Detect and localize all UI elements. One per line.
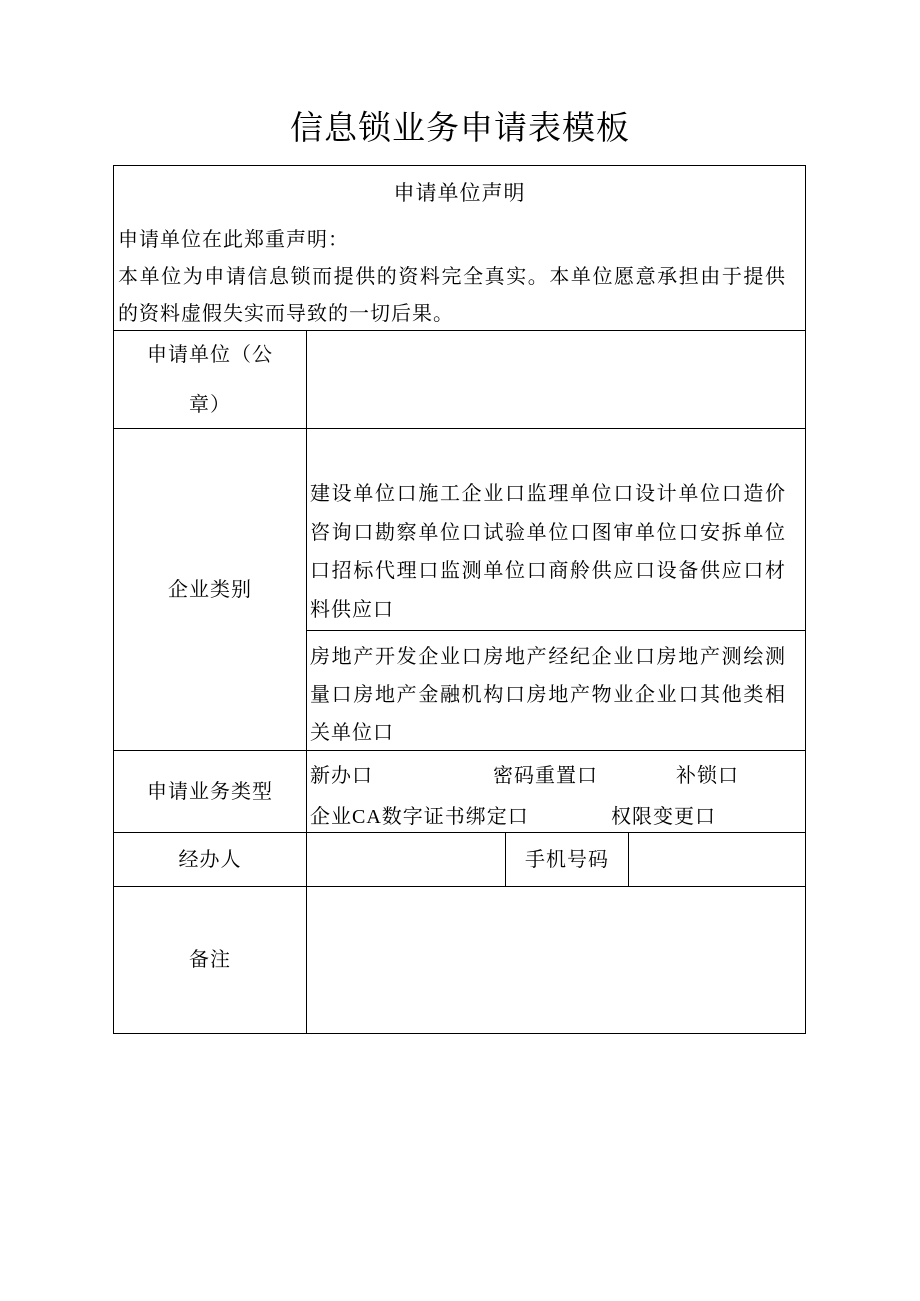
applicant-unit-label-line-1: 申请单位（公 xyxy=(147,343,273,366)
real-estate-category-text xyxy=(310,638,785,752)
construction-line-3: 口招标代理口监测单位口商舲供应口设备供应口材 xyxy=(310,560,785,582)
declaration-line-1: 申请单位在此郑重声明： xyxy=(118,229,349,251)
handler-value-cell xyxy=(306,832,506,887)
real-estate-line-3: 关单位口 xyxy=(310,722,394,744)
remarks-label: 备注 xyxy=(189,949,231,971)
construction-line-2: 咨询口勘察单位口试验单位口图审单位口安拆单位 xyxy=(310,521,785,544)
option-new: 新办口 xyxy=(310,765,373,787)
phone-label-cell xyxy=(505,832,629,887)
real-estate-line-1: 房地产开发企业口房地产经纪企业口房地产测绘测 xyxy=(310,646,785,668)
option-ca-certificate-binding: 企业CA数字证书绑定口 xyxy=(310,806,529,828)
phone-value-cell xyxy=(628,832,806,887)
handler-label-cell xyxy=(113,832,307,887)
declaration-heading: 申请单位声明 xyxy=(393,181,526,205)
applicant-unit-label-cell xyxy=(113,330,307,429)
business-type-label-cell xyxy=(113,750,307,833)
business-type-label: 申请业务类型 xyxy=(147,780,273,803)
declaration-line-2: 本单位为申请信息锁而提供的资料完全真实。本单位愿意承担由于提供 xyxy=(118,266,785,288)
declaration-line-3: 的资料虚假失实而导致的一切后果。 xyxy=(118,303,454,325)
remarks-value-cell xyxy=(306,886,806,1034)
document-title: 信息锁业务申请表模板 xyxy=(290,111,630,147)
business-type-options-cell xyxy=(306,750,806,833)
declaration-cell xyxy=(113,165,806,331)
enterprise-category-label: 企业类别 xyxy=(168,578,252,601)
real-estate-category-cell xyxy=(306,630,806,751)
handler-label: 经办人 xyxy=(178,848,242,871)
option-password-reset: 密码重置口 xyxy=(493,765,598,787)
applicant-unit-label-line-2: 章） xyxy=(189,393,231,416)
option-permission-change: 权限变更口 xyxy=(611,806,716,828)
option-replace-lock: 补锁口 xyxy=(676,765,739,787)
construction-category-cell xyxy=(306,428,806,631)
enterprise-category-label-cell xyxy=(113,428,307,751)
real-estate-line-2: 量口房地产金融机构口房地产物业企业口其他类相 xyxy=(310,684,785,706)
construction-line-1: 建设单位口施工企业口监理单位口设计单位口造价 xyxy=(310,483,785,505)
phone-label: 手机号码 xyxy=(525,848,609,871)
construction-line-4: 料供应口 xyxy=(310,598,394,621)
construction-category-text xyxy=(310,475,785,629)
remarks-label-cell xyxy=(113,886,307,1034)
applicant-unit-value-cell xyxy=(306,330,806,429)
